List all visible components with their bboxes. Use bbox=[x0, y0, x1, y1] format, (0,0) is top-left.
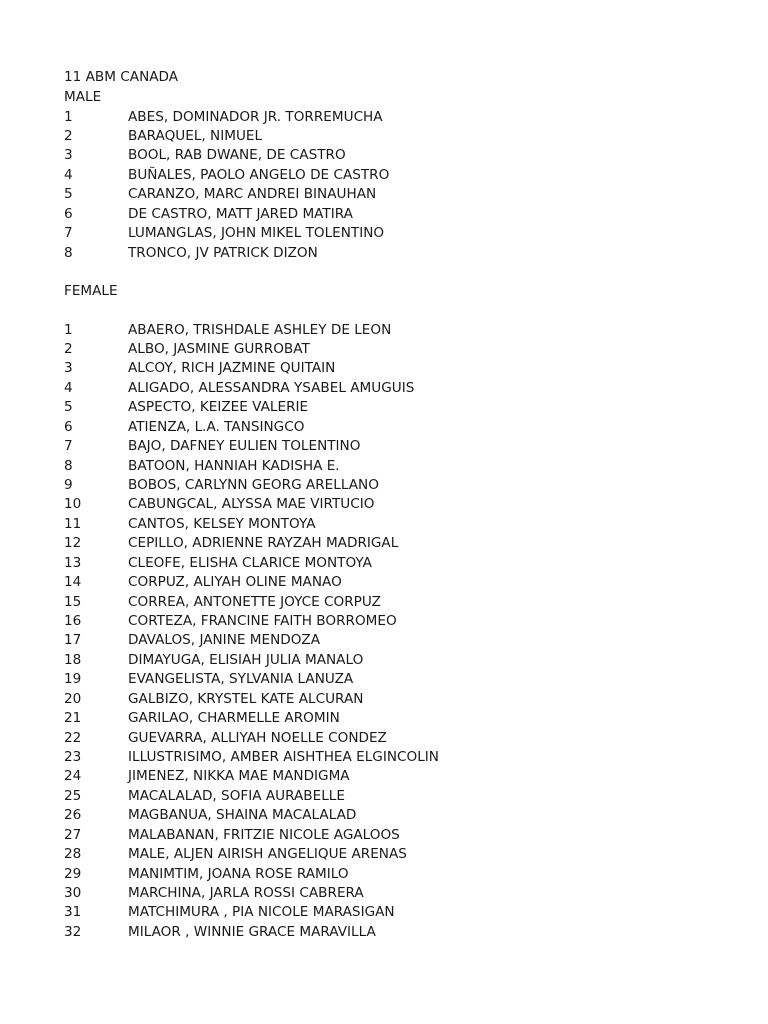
list-item-number: 8 bbox=[64, 244, 73, 261]
list-item-number: 16 bbox=[64, 612, 82, 629]
list-item bbox=[64, 515, 316, 534]
list-item-number: 1 bbox=[64, 108, 73, 125]
list-item bbox=[64, 651, 363, 670]
list-item bbox=[64, 670, 353, 689]
list-item-number: 18 bbox=[64, 651, 82, 668]
list-item-name: MALABANAN, FRITZIE NICOLE AGALOOS bbox=[128, 826, 400, 843]
list-item-name: ALBO, JASMINE GURROBAT bbox=[128, 340, 310, 357]
list-item-name: MANIMTIM, JOANA ROSE RAMILO bbox=[128, 865, 349, 882]
list-item-name: MILAOR , WINNIE GRACE MARAVILLA bbox=[128, 923, 376, 940]
list-item bbox=[64, 495, 374, 514]
list-item-number: 4 bbox=[64, 166, 73, 183]
list-item-name: DAVALOS, JANINE MENDOZA bbox=[128, 632, 321, 649]
list-item-name: BOBOS, CARLYNN GEORG ARELLANO bbox=[128, 476, 379, 493]
list-item bbox=[64, 127, 262, 146]
list-item-number: 10 bbox=[64, 496, 82, 513]
list-item-number: 25 bbox=[64, 787, 82, 804]
list-item-name: MARCHINA, JARLA ROSSI CABRERA bbox=[128, 884, 364, 901]
list-item bbox=[64, 865, 349, 884]
list-item-name: ATIENZA, L.A. TANSINGCO bbox=[128, 418, 305, 435]
list-item-number: 27 bbox=[64, 826, 82, 843]
list-item-name: CARANZO, MARC ANDREI BINAUHAN bbox=[128, 186, 377, 203]
list-item-name: ALCOY, RICH JAZMINE QUITAIN bbox=[128, 360, 336, 377]
list-item-number: 5 bbox=[64, 186, 73, 203]
list-item-name: ILLUSTRISIMO, AMBER AISHTHEA ELGINCOLIN bbox=[128, 748, 439, 765]
female-heading: FEMALE bbox=[64, 283, 118, 299]
list-item-number: 26 bbox=[64, 807, 82, 824]
list-item-number: 5 bbox=[64, 399, 73, 416]
list-item bbox=[64, 748, 439, 767]
list-item-number: 12 bbox=[64, 535, 82, 552]
list-item-name: GALBIZO, KRYSTEL KATE ALCURAN bbox=[128, 690, 364, 707]
list-item-number: 13 bbox=[64, 554, 82, 571]
list-item bbox=[64, 379, 414, 398]
list-item-number: 30 bbox=[64, 884, 82, 901]
list-item bbox=[64, 690, 363, 709]
list-item bbox=[64, 166, 389, 185]
list-item-name: MACALALAD, SOFIA AURABELLE bbox=[128, 787, 345, 804]
list-item bbox=[64, 573, 342, 592]
list-item-number: 31 bbox=[64, 904, 82, 921]
list-item-number: 29 bbox=[64, 865, 82, 882]
list-item bbox=[64, 185, 376, 204]
list-item-number: 23 bbox=[64, 748, 82, 765]
list-item bbox=[64, 244, 318, 263]
class-title: 11 ABM CANADA bbox=[64, 69, 179, 85]
list-item bbox=[64, 923, 376, 942]
list-item-number: 1 bbox=[64, 321, 73, 338]
list-item-number: 6 bbox=[64, 205, 73, 222]
list-item-name: ABES, DOMINADOR JR. TORREMUCHA bbox=[128, 108, 383, 125]
list-item bbox=[64, 709, 340, 728]
list-item bbox=[64, 554, 372, 573]
list-item-name: BUÑALES, PAOLO ANGELO DE CASTRO bbox=[128, 166, 390, 183]
list-item bbox=[64, 903, 395, 922]
list-item bbox=[64, 787, 345, 806]
list-item-name: GARILAO, CHARMELLE AROMIN bbox=[128, 710, 340, 727]
list-item-number: 2 bbox=[64, 340, 73, 357]
list-item-name: BATOON, HANNIAH KADISHA E. bbox=[128, 457, 340, 474]
list-item-name: DIMAYUGA, ELISIAH JULIA MANALO bbox=[128, 651, 364, 668]
list-item-number: 8 bbox=[64, 457, 73, 474]
list-item-number: 28 bbox=[64, 846, 82, 863]
list-item-number: 11 bbox=[64, 515, 82, 532]
list-item bbox=[64, 418, 304, 437]
list-item bbox=[64, 884, 364, 903]
list-item-name: CANTOS, KELSEY MONTOYA bbox=[128, 515, 316, 532]
list-item-number: 4 bbox=[64, 379, 73, 396]
list-item-name: ASPECTO, KEIZEE VALERIE bbox=[128, 399, 309, 416]
list-item-number: 7 bbox=[64, 225, 73, 242]
list-item bbox=[64, 398, 308, 417]
list-item bbox=[64, 806, 356, 825]
list-item-name: BAJO, DAFNEY EULIEN TOLENTINO bbox=[128, 438, 361, 455]
male-heading: MALE bbox=[64, 89, 102, 105]
list-item bbox=[64, 612, 397, 631]
list-item-name: TRONCO, JV PATRICK DIZON bbox=[128, 244, 318, 261]
list-item-number: 7 bbox=[64, 438, 73, 455]
list-item-name: MALE, ALJEN AIRISH ANGELIQUE ARENAS bbox=[128, 846, 407, 863]
list-item-name: BOOL, RAB DWANE, DE CASTRO bbox=[128, 147, 346, 164]
list-item-name: DE CASTRO, MATT JARED MATIRA bbox=[128, 205, 353, 222]
list-item-number: 19 bbox=[64, 671, 82, 688]
list-item bbox=[64, 224, 384, 243]
list-item-name: MAGBANUA, SHAINA MACALALAD bbox=[128, 807, 357, 824]
list-item-name: BARAQUEL, NIMUEL bbox=[128, 127, 263, 144]
list-item-number: 14 bbox=[64, 574, 82, 591]
list-item-name: JIMENEZ, NIKKA MAE MANDIGMA bbox=[128, 768, 350, 785]
list-item-name: MATCHIMURA , PIA NICOLE MARASIGAN bbox=[128, 904, 395, 921]
list-item-number: 32 bbox=[64, 923, 82, 940]
list-item-number: 9 bbox=[64, 476, 73, 493]
list-item bbox=[64, 593, 381, 612]
list-item-number: 22 bbox=[64, 729, 82, 746]
list-item-name: ABAERO, TRISHDALE ASHLEY DE LEON bbox=[128, 321, 392, 338]
list-item-name: ALIGADO, ALESSANDRA YSABEL AMUGUIS bbox=[128, 379, 415, 396]
list-item bbox=[64, 845, 407, 864]
list-item bbox=[64, 437, 360, 456]
list-item-name: LUMANGLAS, JOHN MIKEL TOLENTINO bbox=[128, 225, 385, 242]
list-item bbox=[64, 767, 350, 786]
list-item bbox=[64, 457, 340, 476]
list-item-name: CABUNGCAL, ALYSSA MAE VIRTUCIO bbox=[128, 496, 375, 513]
list-item bbox=[64, 108, 383, 127]
list-item-number: 15 bbox=[64, 593, 82, 610]
list-item bbox=[64, 534, 398, 553]
list-item-name: CORTEZA, FRANCINE FAITH BORROMEO bbox=[128, 612, 397, 629]
list-item bbox=[64, 321, 391, 340]
list-item bbox=[64, 476, 379, 495]
list-item-number: 17 bbox=[64, 632, 82, 649]
list-item bbox=[64, 826, 400, 845]
list-item-number: 2 bbox=[64, 127, 73, 144]
list-item-name: CLEOFE, ELISHA CLARICE MONTOYA bbox=[128, 554, 372, 571]
list-item bbox=[64, 146, 346, 165]
list-item bbox=[64, 729, 387, 748]
list-item-name: CEPILLO, ADRIENNE RAYZAH MADRIGAL bbox=[128, 535, 399, 552]
list-item-number: 20 bbox=[64, 690, 82, 707]
list-item-number: 6 bbox=[64, 418, 73, 435]
list-item-name: CORPUZ, ALIYAH OLINE MANAO bbox=[128, 574, 342, 591]
list-item-name: CORREA, ANTONETTE JOYCE CORPUZ bbox=[128, 593, 381, 610]
list-item bbox=[64, 205, 353, 224]
list-item-number: 24 bbox=[64, 768, 82, 785]
list-item-number: 3 bbox=[64, 147, 73, 164]
list-item bbox=[64, 340, 310, 359]
list-item-name: GUEVARRA, ALLIYAH NOELLE CONDEZ bbox=[128, 729, 387, 746]
list-item-name: EVANGELISTA, SYLVANIA LANUZA bbox=[128, 671, 354, 688]
list-item-number: 3 bbox=[64, 360, 73, 377]
list-item bbox=[64, 631, 320, 650]
list-item-number: 21 bbox=[64, 710, 82, 727]
list-item bbox=[64, 359, 335, 378]
